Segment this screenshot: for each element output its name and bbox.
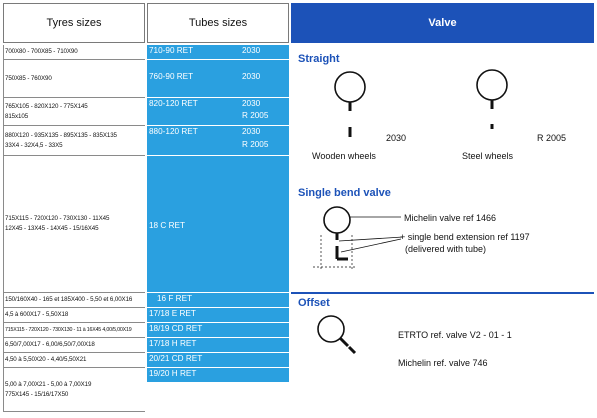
tyre-size-text: 765X105 - 820X120 - 775X145 — [5, 102, 88, 110]
straight-code-left: 2030 — [386, 133, 407, 143]
steel-wheels-label: Steel wheels — [462, 151, 514, 161]
tube-row-10 — [147, 353, 289, 368]
tube-row-9 — [147, 338, 289, 353]
valve-panel — [291, 45, 594, 412]
tube-code: 20/21 CD RET — [149, 354, 203, 363]
header-tyres-sizes: Tyres sizes — [3, 3, 145, 43]
tyre-row-1 — [3, 45, 145, 60]
tube-number: R 2005 — [242, 111, 269, 120]
tube-code: 18/19 CD RET — [149, 324, 203, 333]
tube-row-3 — [147, 98, 289, 126]
tyre-row-4 — [3, 126, 145, 156]
tyre-size-text: 815x105 — [5, 112, 29, 120]
tube-row-5 — [147, 156, 289, 293]
tube-row-11 — [147, 368, 289, 383]
tyre-size-text: 12X45 - 13X45 - 14X45 - 15/16X45 — [5, 225, 99, 232]
tyre-row-2 — [3, 60, 145, 98]
tyre-size-text: 715X115 - 720X120 - 730X130 - 11 à 16X45 4,00/5,00X19 — [5, 327, 132, 333]
tyre-size-text: 33X4 - 32X4,5 - 33X5 — [5, 141, 63, 149]
tyre-size-text: 4,5 à 600X17 - 5,50X18 — [5, 311, 69, 318]
tube-code: 16 F RET — [157, 294, 193, 303]
tyre-row-9 — [3, 338, 145, 353]
tube-row-6 — [147, 293, 289, 308]
tube-code: 760-90 RET — [149, 72, 194, 81]
tyre-row-6 — [3, 293, 145, 308]
tube-code: 710-90 RET — [149, 46, 194, 55]
single-bend-line1: Michelin valve ref 1466 — [404, 213, 497, 223]
tyre-size-text: 775X145 - 15/16/17X50 — [5, 390, 69, 398]
tyre-row-10 — [3, 353, 145, 368]
tube-code: 18 C RET — [149, 221, 185, 230]
tube-number: 2030 — [242, 99, 261, 108]
tyre-row-3 — [3, 98, 145, 126]
single-bend-line3: (delivered with tube) — [405, 244, 487, 254]
header-valve: Valve — [291, 3, 594, 43]
tyre-size-text: 715X115 - 720X120 - 730X130 - 11X45 — [5, 215, 110, 222]
straight-title: Straight — [298, 53, 340, 65]
tube-number: 2030 — [242, 46, 261, 55]
tube-row-1 — [147, 45, 289, 60]
tyre-row-8 — [3, 323, 145, 338]
tube-code: 17/18 E RET — [149, 309, 196, 318]
single-bend-valve-icon — [313, 207, 403, 269]
header-tubes-sizes: Tubes sizes — [147, 3, 289, 43]
offset-etrto-ref: ETRTO ref. valve V2 - 01 - 1 — [398, 330, 512, 340]
tube-number: 2030 — [242, 127, 261, 136]
wooden-wheels-label: Wooden wheels — [312, 151, 376, 161]
tyre-size-text: 700X80 - 700X85 - 710X90 — [5, 48, 78, 55]
tube-code: 820-120 RET — [149, 99, 198, 108]
tube-number: 2030 — [242, 72, 261, 81]
straight-valve-right-icon — [477, 70, 507, 129]
straight-code-right: R 2005 — [537, 133, 567, 143]
straight-valve-left-icon — [335, 72, 365, 137]
tyre-row-5 — [3, 156, 145, 293]
valve-section-divider — [291, 292, 594, 294]
tyre-size-text: 4,50 à 5,50X20 - 4,40/5,50X21 — [5, 356, 87, 363]
tube-row-2 — [147, 60, 289, 98]
tyre-size-text: 6,50/7,00X17 - 6,00/6,50/7,00X18 — [5, 341, 95, 348]
tyre-size-text: 150/160X40 - 165 et 185X400 - 5,50 et 6,00X16 — [5, 296, 133, 303]
tyre-size-text: 750X85 - 760X90 — [5, 74, 52, 82]
offset-title: Offset — [298, 297, 330, 309]
single-bend-title: Single bend valve — [298, 187, 391, 199]
single-bend-line2: + single bend extension ref 1197 — [400, 232, 530, 242]
offset-valve-icon — [318, 316, 355, 353]
tube-code: 17/18 H RET — [149, 339, 197, 348]
tyre-row-11 — [3, 368, 145, 412]
tube-row-8 — [147, 323, 289, 338]
offset-michelin-ref: Michelin ref. valve 746 — [398, 358, 488, 368]
tyre-size-text: 5,00 à 7,00X21 - 5,00 à 7,00X19 — [5, 380, 92, 388]
tyre-row-7 — [3, 308, 145, 323]
tube-row-4 — [147, 126, 289, 156]
tube-row-7 — [147, 308, 289, 323]
tube-number: R 2005 — [242, 140, 269, 149]
tube-code: 880-120 RET — [149, 127, 198, 136]
tube-code: 19/20 H RET — [149, 369, 197, 378]
tyre-size-text: 880X120 - 935X135 - 895X135 - 835X135 — [5, 131, 117, 139]
